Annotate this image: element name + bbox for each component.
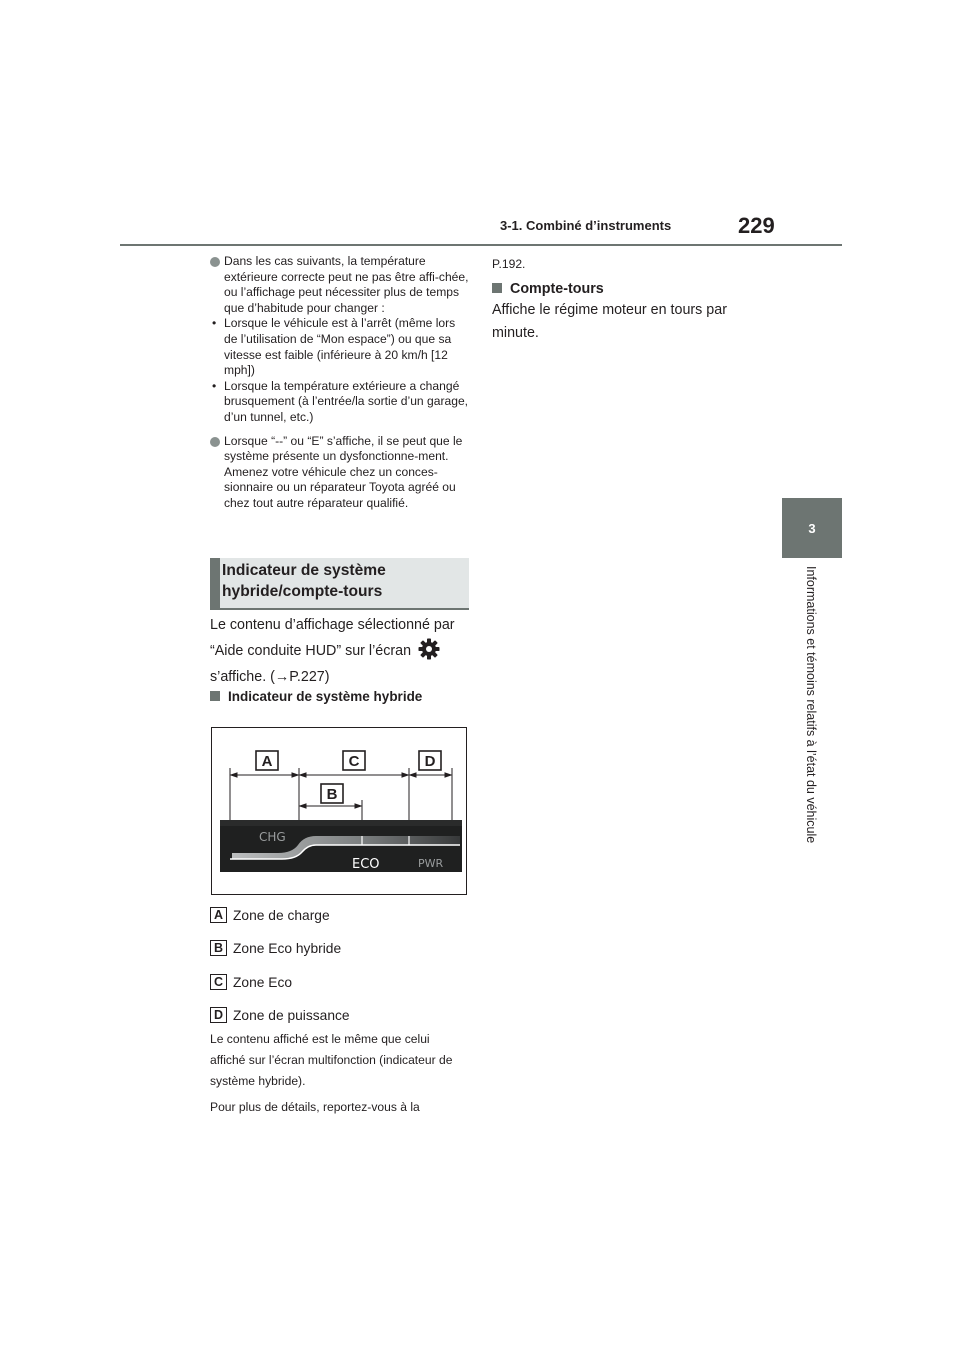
sub-bullet	[210, 316, 470, 378]
sub-bullet-dot: •	[212, 316, 217, 331]
intro-text: Le contenu d’affichage sélectionné par “Aide conduite HUD” sur l’écran	[210, 617, 455, 659]
legend-key-d: D	[210, 1007, 227, 1023]
page-number: 229	[738, 213, 775, 238]
page-reference-link[interactable]: P.227)	[289, 669, 330, 685]
header-rule	[120, 244, 842, 246]
label-a: A	[261, 753, 273, 770]
tachometer-description: Affiche le régime moteur en tours par minute.	[492, 302, 727, 341]
arrow-icon: →	[274, 669, 290, 685]
hybrid-indicator-diagram	[211, 727, 467, 895]
bullet-dot-icon	[210, 437, 220, 447]
legend-item-c	[210, 972, 292, 992]
label-b: B	[326, 786, 338, 803]
note-details: Pour plus de détails, reportez-vous à la	[210, 1100, 420, 1114]
legend-item-b	[210, 938, 341, 958]
legend-item-a	[210, 905, 330, 925]
chapter-title	[802, 566, 822, 886]
legend-key-a: A	[210, 907, 227, 923]
subhead-text: Indicateur de système hybride	[228, 689, 423, 704]
bullet-text: Dans les cas suivants, la température extérieure correcte peut ne pas être affi-chée, ou l’affichage peut nécessiter plus de temps que d’habitude pour changer :	[224, 254, 469, 315]
page-reference[interactable]: P.192.	[492, 257, 526, 271]
legend-text-a: Zone de charge	[233, 907, 330, 923]
bullet-item	[210, 434, 470, 512]
subhead-hybrid-indicator	[210, 689, 422, 704]
sub-bullet-text: Lorsque le véhicule est à l’arrêt (même lors de l’utilisation de “Mon espace”) ou que sa vitesse est faible (inférieure à 20 km/h [12 mph])	[224, 316, 456, 378]
sub-bullet-dot: •	[212, 378, 217, 393]
note-same-content: Le contenu affiché est le même que celui affiché sur l’écran multifonction (indicateur de système hybride).	[210, 1032, 453, 1088]
gear-icon	[418, 638, 440, 660]
intro-paragraph	[210, 612, 472, 690]
header-section-title: 3-1. Combiné d’instruments	[500, 218, 672, 233]
subhead-tachometer	[492, 281, 604, 297]
bullet-section	[210, 254, 470, 520]
sub-bullet-text: Lorsque la température extérieure a changé brusquement (à l’entrée/la sortie d’un garage, d’un tunnel, etc.)	[224, 378, 469, 424]
legend-text-b: Zone Eco hybride	[233, 940, 342, 956]
pwr-label: PWR	[418, 857, 444, 870]
square-bullet-icon	[210, 691, 220, 701]
section-heading-bar	[210, 558, 220, 610]
section-heading: Indicateur de système hybride/compte-tours	[222, 562, 386, 600]
legend-key-c: C	[210, 974, 227, 990]
bullet-dot-icon	[210, 257, 220, 267]
sub-bullet	[210, 379, 470, 426]
legend-text-d: Zone de puissance	[233, 1007, 350, 1023]
legend-text-c: Zone Eco	[233, 974, 293, 990]
chapter-title-text: Informations et témoins relatifs à l’état du véhicule	[804, 566, 818, 844]
label-d: D	[424, 753, 436, 770]
label-c: C	[348, 753, 360, 770]
bullet-item	[210, 254, 470, 426]
chg-label: CHG	[259, 830, 286, 844]
square-bullet-icon	[492, 283, 502, 293]
legend-item-d	[210, 1005, 350, 1025]
legend-key-b: B	[210, 940, 227, 956]
eco-label: ECO	[352, 857, 380, 872]
intro-text-end: s’affiche. (	[210, 669, 275, 685]
chapter-tab[interactable]: 3	[782, 498, 842, 558]
bullet-text: Lorsque “--” ou “E” s’affiche, il se peut que le système présente un dysfonctionne-ment.	[224, 433, 463, 464]
subhead-text: Compte-tours	[510, 281, 604, 297]
diagram-svg	[212, 728, 466, 894]
bullet-text-continued: Amenez votre véhicule chez un conces-sionnaire ou un réparateur Toyota agréé ou chez tout autre réparateur qualifié.	[224, 464, 456, 510]
